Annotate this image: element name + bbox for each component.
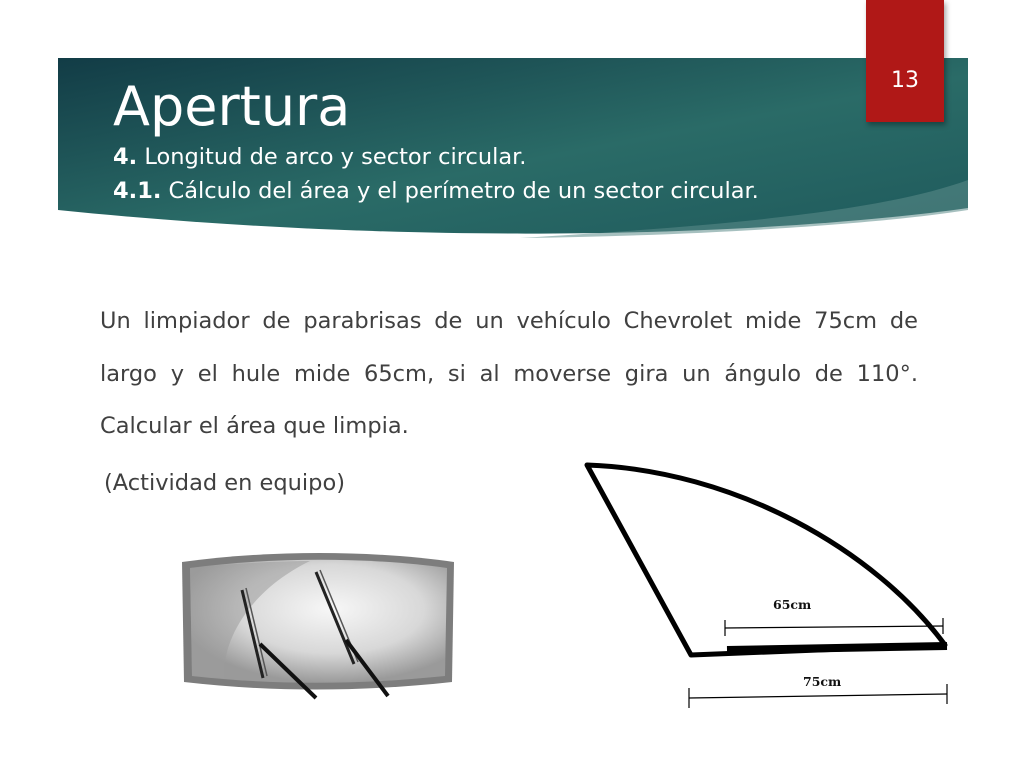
subtitle-2-text: Cálculo del área y el perímetro de un sector circular. <box>161 178 759 204</box>
slide-number: 13 <box>891 68 919 93</box>
dimension-65cm <box>725 618 943 636</box>
subtitle-line-2 <box>113 176 759 206</box>
activity-note: (Actividad en equipo) <box>104 470 346 496</box>
rubber-blade <box>727 646 947 650</box>
sector-diagram <box>575 440 965 720</box>
slide-title: Apertura <box>113 75 351 138</box>
wiper-length-label: 75cm <box>803 674 842 689</box>
slide-number-tab <box>866 0 944 122</box>
rubber-length-label: 65cm <box>773 597 812 612</box>
subtitle-2-number: 4.1. <box>113 178 162 204</box>
problem-statement: Un limpiador de parabrisas de un vehículo Chevrolet mide 75cm de largo y el hule mide 65cm, si al moverse gira un ángulo de 110°. Calcular el área que limpia. <box>100 308 918 439</box>
subtitle-line-1 <box>113 142 526 172</box>
subtitle-1-number: 4. <box>113 144 138 170</box>
subtitle-1-text: Longitud de arco y sector circular. <box>137 144 527 170</box>
windshield-illustration <box>160 530 480 710</box>
